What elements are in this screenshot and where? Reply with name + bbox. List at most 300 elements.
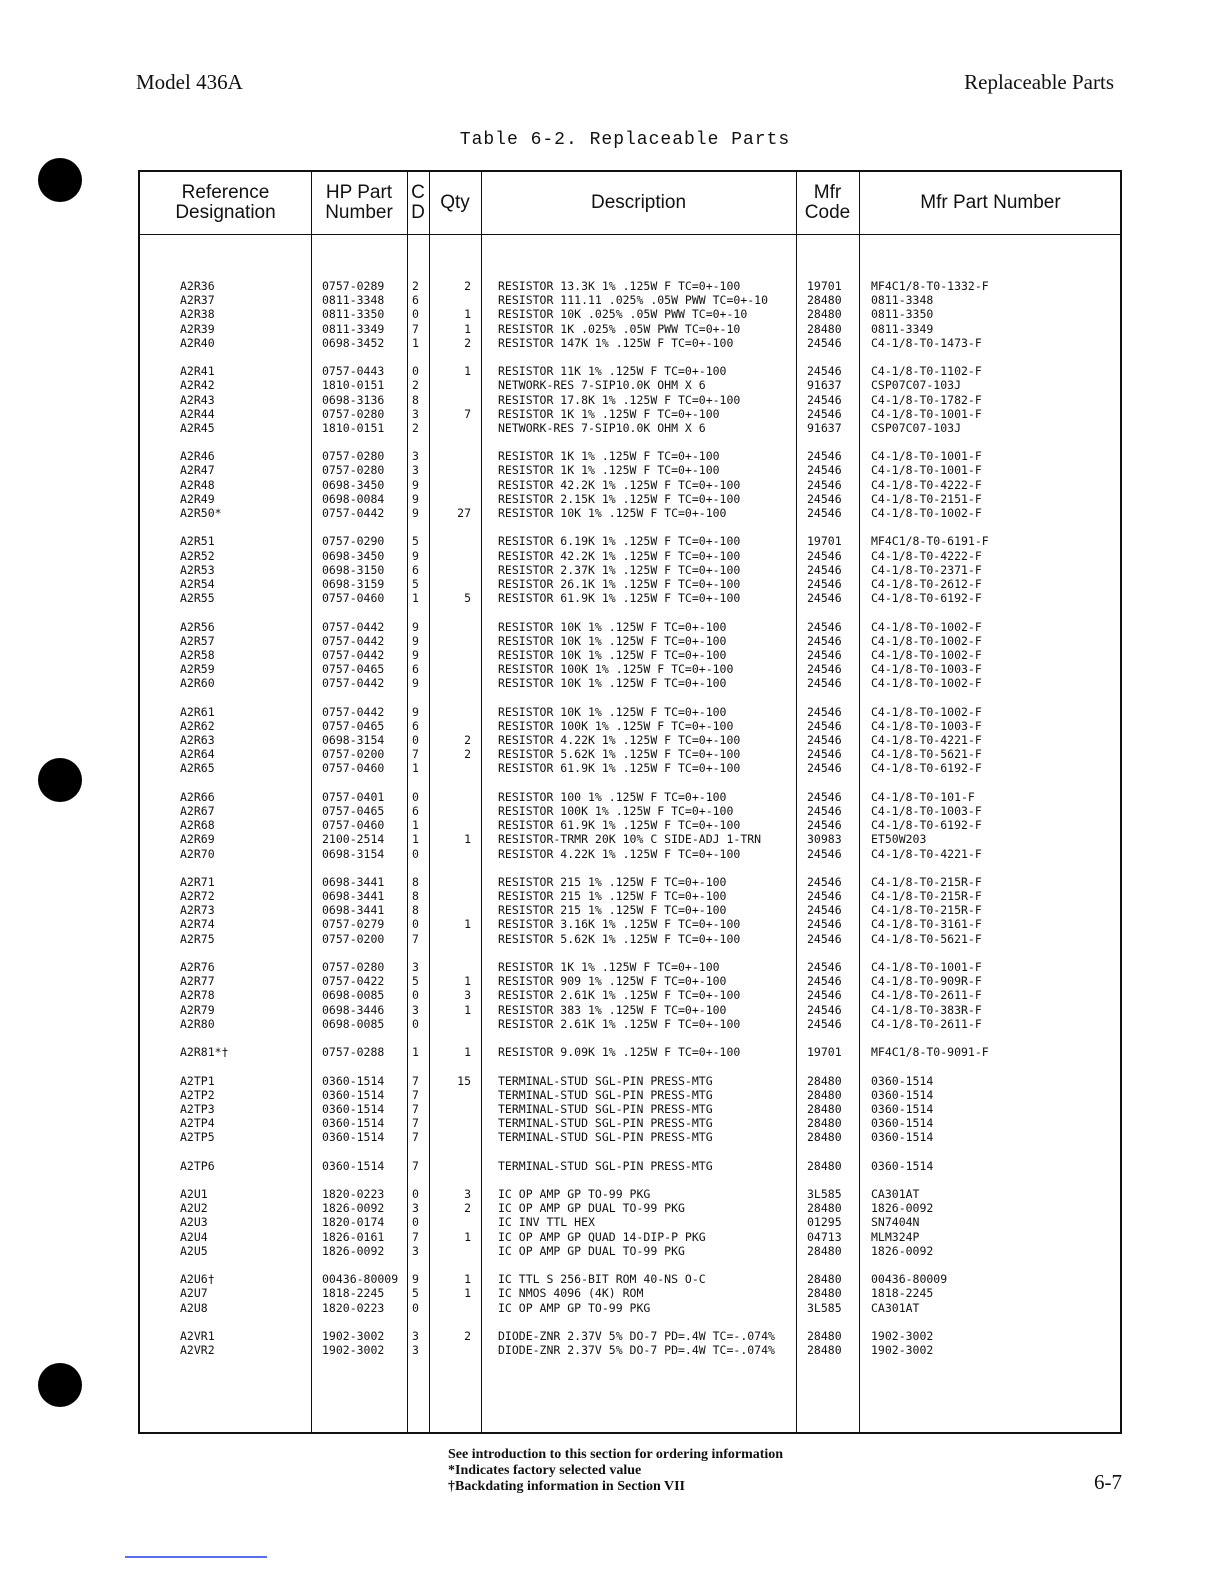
description: TERMINAL-STUD SGL-PIN PRESS-MTG xyxy=(498,1073,713,1088)
footer-notes xyxy=(448,1447,783,1495)
mfr-part-number: C4-1/8-T0-215R-F xyxy=(871,874,982,889)
table-row xyxy=(140,889,1120,903)
hp-part-number: 0360-1514 xyxy=(322,1158,385,1173)
table-row xyxy=(140,378,1120,392)
table-row xyxy=(140,634,1120,648)
description: RESISTOR 909 1% .125W F TC=0+-100 xyxy=(498,974,727,989)
description: RESISTOR 10K .025% .05W PWW TC=0+-10 xyxy=(498,307,748,322)
mfr-part-number: C4-1/8-T0-1001-F xyxy=(871,463,982,478)
table-row xyxy=(140,407,1120,421)
check-digit: 3 xyxy=(412,1328,419,1343)
table-title: Table 6-2. Replaceable Parts xyxy=(459,130,791,150)
col-header-text: C xyxy=(411,182,425,203)
ref-designation: A2R49 xyxy=(180,491,215,506)
table-row xyxy=(140,449,1120,463)
table-row xyxy=(140,1286,1120,1300)
mfr-part-number: 1818-2245 xyxy=(871,1286,934,1301)
hp-part-number: 1820-0174 xyxy=(322,1215,385,1230)
mfr-part-number: C4-1/8-T0-4221-F xyxy=(871,733,982,747)
ref-designation: A2R69 xyxy=(180,832,215,847)
hp-part-number: 0698-0085 xyxy=(322,988,385,1003)
mfr-part-number: C4-1/8-T0-1002-F xyxy=(871,633,982,648)
mfr-part-number: C4-1/8-T0-1003-F xyxy=(871,662,982,677)
description: RESISTOR 5.62K 1% .125W F TC=0+-100 xyxy=(498,931,741,946)
description: DIODE-ZNR 2.37V 5% DO-7 PD=.4W TC=-.074% xyxy=(498,1343,775,1358)
description: RESISTOR 17.8K 1% .125W F TC=0+-100 xyxy=(498,392,741,407)
mfr-code: 3L585 xyxy=(807,1300,842,1315)
table-row xyxy=(140,307,1120,321)
hp-part-number: 0360-1514 xyxy=(322,1116,385,1131)
table-row xyxy=(140,620,1120,634)
mfr-part-number: C4-1/8-T0-6192-F xyxy=(871,818,982,833)
col-header-cd xyxy=(407,172,429,234)
mfr-code: 24546 xyxy=(807,704,842,719)
table-row xyxy=(140,549,1120,563)
quantity: 3 xyxy=(464,1187,471,1201)
ref-designation: A2R50* xyxy=(180,506,222,520)
mfr-part-number: 1902-3002 xyxy=(871,1343,934,1358)
quantity: 2 xyxy=(464,733,471,747)
mfr-code: 24546 xyxy=(807,889,842,904)
mfr-part-number: C4-1/8-T0-909R-F xyxy=(871,974,982,989)
description: RESISTOR 1K 1% .125W F TC=0+-100 xyxy=(498,463,720,478)
mfr-part-number: 0360-1514 xyxy=(871,1073,934,1088)
mfr-code: 24546 xyxy=(807,392,842,407)
mfr-code: 91637 xyxy=(807,420,842,435)
hp-part-number: 0698-3154 xyxy=(322,846,385,861)
table-row xyxy=(140,1003,1120,1017)
ref-designation: A2R41 xyxy=(180,364,215,379)
mfr-code: 28480 xyxy=(807,1073,842,1088)
mfr-part-number: 0360-1514 xyxy=(871,1087,934,1102)
mfr-code: 28480 xyxy=(807,1087,842,1102)
mfr-part-number: C4-1/8-T0-3161-F xyxy=(871,917,982,932)
mfr-code: 24546 xyxy=(807,633,842,648)
col-header-description xyxy=(481,172,796,234)
mfr-code: 91637 xyxy=(807,378,842,393)
check-digit: 1 xyxy=(412,335,419,350)
table-row xyxy=(140,818,1120,832)
table-row xyxy=(140,591,1120,605)
table-row xyxy=(140,563,1120,577)
mfr-code: 28480 xyxy=(807,1328,842,1343)
description: TERMINAL-STUD SGL-PIN PRESS-MTG xyxy=(498,1101,713,1116)
description: RESISTOR 1K 1% .125W F TC=0+-100 xyxy=(498,449,720,464)
table-row xyxy=(140,1017,1120,1031)
description: RESISTOR 10K 1% .125W F TC=0+-100 xyxy=(498,647,727,662)
hp-part-number: 0757-0442 xyxy=(322,633,385,648)
mfr-part-number: 1902-3002 xyxy=(871,1328,934,1343)
description: RESISTOR 42.2K 1% .125W F TC=0+-100 xyxy=(498,477,741,492)
mfr-code: 24546 xyxy=(807,576,842,591)
table-row xyxy=(140,804,1120,818)
check-digit: 0 xyxy=(412,733,419,747)
mfr-code: 30983 xyxy=(807,832,842,847)
mfr-code: 24546 xyxy=(807,548,842,563)
description: IC NMOS 4096 (4K) ROM xyxy=(498,1286,644,1301)
mfr-part-number: C4-1/8-T0-1003-F xyxy=(871,718,982,733)
hp-part-number: 0698-3441 xyxy=(322,903,385,918)
table-row xyxy=(140,1244,1120,1258)
quantity: 1 xyxy=(464,1272,471,1287)
table-row xyxy=(140,875,1120,889)
table-row xyxy=(140,1159,1120,1173)
description: RESISTOR 1K 1% .125W F TC=0+-100 xyxy=(498,406,720,421)
ref-designation: A2R73 xyxy=(180,903,215,918)
table-row xyxy=(140,322,1120,336)
ref-designation: A2R56 xyxy=(180,619,215,634)
ref-designation: A2R59 xyxy=(180,662,215,677)
ref-designation: A2R81*† xyxy=(180,1045,229,1060)
mfr-code: 24546 xyxy=(807,733,842,747)
mfr-part-number: C4-1/8-T0-4222-F xyxy=(871,477,982,492)
check-digit: 3 xyxy=(412,960,419,974)
mfr-code: 28480 xyxy=(807,293,842,308)
hp-part-number: 0698-3150 xyxy=(322,562,385,577)
table-row xyxy=(140,1074,1120,1088)
mfr-code: 24546 xyxy=(807,662,842,677)
mfr-code: 19701 xyxy=(807,534,842,549)
hp-part-number: 1820-0223 xyxy=(322,1187,385,1201)
ref-designation: A2R61 xyxy=(180,704,215,719)
table-row xyxy=(140,960,1120,974)
table-row xyxy=(140,1201,1120,1215)
quantity: 2 xyxy=(464,279,471,293)
quantity: 5 xyxy=(464,591,471,606)
mfr-part-number: 0360-1514 xyxy=(871,1116,934,1131)
hp-part-number: 0360-1514 xyxy=(322,1073,385,1088)
table-row xyxy=(140,1045,1120,1059)
ref-designation: A2U3 xyxy=(180,1215,208,1230)
ref-designation: A2U1 xyxy=(180,1187,208,1201)
ref-designation: A2U4 xyxy=(180,1229,208,1244)
ref-designation: A2TP2 xyxy=(180,1087,215,1102)
table-row xyxy=(140,463,1120,477)
table-row xyxy=(140,662,1120,676)
quantity: 7 xyxy=(464,406,471,421)
mfr-part-number: C4-1/8-T0-2611-F xyxy=(871,988,982,1003)
ref-designation: A2R72 xyxy=(180,889,215,904)
check-digit: 6 xyxy=(412,803,419,818)
ref-designation: A2R42 xyxy=(180,378,215,393)
description: RESISTOR 147K 1% .125W F TC=0+-100 xyxy=(498,335,734,350)
mfr-code: 24546 xyxy=(807,647,842,662)
description: RESISTOR 42.2K 1% .125W F TC=0+-100 xyxy=(498,548,741,563)
col-header-text: HP Part xyxy=(325,182,393,203)
mfr-code: 28480 xyxy=(807,1343,842,1358)
description: RESISTOR-TRMR 20K 10% C SIDE-ADJ 1-TRN xyxy=(498,832,762,847)
description: RESISTOR 11K 1% .125W F TC=0+-100 xyxy=(498,364,727,379)
description: RESISTOR 61.9K 1% .125W F TC=0+-100 xyxy=(498,591,741,606)
mfr-code: 28480 xyxy=(807,307,842,322)
hp-part-number: 0698-3450 xyxy=(322,548,385,563)
quantity: 2 xyxy=(464,747,471,762)
mfr-part-number: C4-1/8-T0-2151-F xyxy=(871,491,982,506)
hp-part-number: 1826-0092 xyxy=(322,1243,385,1258)
parts-table xyxy=(138,170,1122,1434)
mfr-code: 24546 xyxy=(807,747,842,762)
hp-part-number: 0698-3446 xyxy=(322,1002,385,1017)
header-section: Replaceable Parts xyxy=(964,70,1114,94)
check-digit: 3 xyxy=(412,1343,419,1358)
col-header-reference xyxy=(140,172,311,234)
ref-designation: A2R39 xyxy=(180,321,215,336)
hp-part-number: 0698-3154 xyxy=(322,733,385,747)
hp-part-number: 00436-80009 xyxy=(322,1272,399,1287)
check-digit: 0 xyxy=(412,1215,419,1230)
mfr-code: 24546 xyxy=(807,931,842,946)
mfr-part-number: C4-1/8-T0-6192-F xyxy=(871,591,982,606)
hp-part-number: 0757-0279 xyxy=(322,917,385,932)
hp-part-number: 0757-0465 xyxy=(322,803,385,818)
table-row xyxy=(140,1187,1120,1201)
mfr-part-number: C4-1/8-T0-1002-F xyxy=(871,704,982,719)
check-digit: 8 xyxy=(412,903,419,918)
hp-part-number: 0757-0289 xyxy=(322,279,385,293)
check-digit: 9 xyxy=(412,1272,419,1287)
description: RESISTOR 3.16K 1% .125W F TC=0+-100 xyxy=(498,917,741,932)
ref-designation: A2R58 xyxy=(180,647,215,662)
check-digit: 9 xyxy=(412,619,419,634)
hp-part-number: 0757-0442 xyxy=(322,647,385,662)
table-row xyxy=(140,577,1120,591)
mfr-part-number: C4-1/8-T0-101-F xyxy=(871,789,975,804)
mfr-part-number: MF4C1/8-T0-9091-F xyxy=(871,1045,989,1060)
mfr-code: 24546 xyxy=(807,917,842,932)
description: IC INV TTL HEX xyxy=(498,1215,595,1230)
mfr-part-number: 1826-0092 xyxy=(871,1201,934,1216)
description: RESISTOR 10K 1% .125W F TC=0+-100 xyxy=(498,704,727,719)
quantity: 27 xyxy=(457,506,471,520)
table-row xyxy=(140,1088,1120,1102)
check-digit: 7 xyxy=(412,1101,419,1116)
description: NETWORK-RES 7-SIP10.0K OHM X 6 xyxy=(498,420,706,435)
mfr-code: 28480 xyxy=(807,1201,842,1216)
mfr-code: 24546 xyxy=(807,364,842,379)
quantity: 15 xyxy=(457,1073,471,1088)
col-header-text: Mfr Part Number xyxy=(920,192,1061,213)
mfr-part-number: 0811-3348 xyxy=(871,293,934,308)
hp-part-number: 1810-0151 xyxy=(322,378,385,393)
ref-designation: A2VR2 xyxy=(180,1343,215,1358)
table-row xyxy=(140,1329,1120,1343)
ref-designation: A2R74 xyxy=(180,917,215,932)
hp-part-number: 0698-0084 xyxy=(322,491,385,506)
mfr-part-number: C4-1/8-T0-2611-F xyxy=(871,1016,982,1031)
description: IC OP AMP GP DUAL TO-99 PKG xyxy=(498,1243,685,1258)
hp-part-number: 0757-0465 xyxy=(322,662,385,677)
check-digit: 5 xyxy=(412,534,419,549)
description: RESISTOR 4.22K 1% .125W F TC=0+-100 xyxy=(498,733,741,747)
ref-designation: A2R46 xyxy=(180,449,215,464)
hp-part-number: 0811-3349 xyxy=(322,321,385,336)
check-digit: 7 xyxy=(412,747,419,762)
hp-part-number: 0757-0442 xyxy=(322,676,385,691)
mfr-part-number: C4-1/8-T0-1002-F xyxy=(871,676,982,691)
mfr-part-number: CSP07C07-103J xyxy=(871,420,962,435)
ref-designation: A2TP6 xyxy=(180,1158,215,1173)
mfr-code: 24546 xyxy=(807,718,842,733)
binder-hole-icon xyxy=(38,1363,82,1407)
table-row xyxy=(140,676,1120,690)
hp-part-number: 0698-0085 xyxy=(322,1016,385,1031)
ref-designation: A2U6† xyxy=(180,1272,215,1287)
check-digit: 0 xyxy=(412,1187,419,1201)
hp-part-number: 0757-0465 xyxy=(322,718,385,733)
check-digit: 6 xyxy=(412,662,419,677)
table-row xyxy=(140,393,1120,407)
mfr-part-number: C4-1/8-T0-1002-F xyxy=(871,647,982,662)
description: IC OP AMP GP QUAD 14-DIP-P PKG xyxy=(498,1229,706,1244)
ref-designation: A2R48 xyxy=(180,477,215,492)
description: RESISTOR 2.61K 1% .125W F TC=0+-100 xyxy=(498,988,741,1003)
binder-hole-icon xyxy=(38,158,82,202)
hp-part-number: 0757-0443 xyxy=(322,364,385,379)
ref-designation: A2R66 xyxy=(180,789,215,804)
footer-backdating: †Backdating information in Section VII xyxy=(448,1479,685,1494)
table-row xyxy=(140,293,1120,307)
hp-part-number: 0757-0422 xyxy=(322,974,385,989)
mfr-code: 28480 xyxy=(807,1272,842,1287)
check-digit: 3 xyxy=(412,463,419,478)
check-digit: 7 xyxy=(412,1158,419,1173)
hp-part-number: 0757-0290 xyxy=(322,534,385,549)
description: TERMINAL-STUD SGL-PIN PRESS-MTG xyxy=(498,1158,713,1173)
col-header-text: D xyxy=(411,202,425,223)
hp-part-number: 0757-0288 xyxy=(322,1045,385,1060)
col-header-text: Qty xyxy=(440,192,470,213)
hp-part-number: 0757-0442 xyxy=(322,704,385,719)
mfr-part-number: C4-1/8-T0-6192-F xyxy=(871,761,982,776)
description: RESISTOR 100 1% .125W F TC=0+-100 xyxy=(498,789,727,804)
mfr-part-number: C4-1/8-T0-1003-F xyxy=(871,803,982,818)
hp-part-number: 1902-3002 xyxy=(322,1343,385,1358)
table-row xyxy=(140,336,1120,350)
ref-designation: A2R53 xyxy=(180,562,215,577)
ref-designation: A2R45 xyxy=(180,420,215,435)
hp-part-number: 1818-2245 xyxy=(322,1286,385,1301)
check-digit: 1 xyxy=(412,761,419,776)
description: RESISTOR 10K 1% .125W F TC=0+-100 xyxy=(498,676,727,691)
quantity: 3 xyxy=(464,988,471,1003)
description: RESISTOR 61.9K 1% .125W F TC=0+-100 xyxy=(498,818,741,833)
table-row xyxy=(140,279,1120,293)
hp-part-number: 0757-0280 xyxy=(322,449,385,464)
ref-designation: A2VR1 xyxy=(180,1328,215,1343)
ref-designation: A2TP1 xyxy=(180,1073,215,1088)
mfr-code: 01295 xyxy=(807,1215,842,1230)
header-model: Model 436A xyxy=(136,70,243,94)
quantity: 2 xyxy=(464,335,471,350)
check-digit: 7 xyxy=(412,1073,419,1088)
mfr-code: 24546 xyxy=(807,477,842,492)
mfr-part-number: C4-1/8-T0-2612-F xyxy=(871,576,982,591)
mfr-code: 24546 xyxy=(807,803,842,818)
mfr-code: 24546 xyxy=(807,619,842,634)
table-row xyxy=(140,832,1120,846)
mfr-code: 3L585 xyxy=(807,1187,842,1201)
check-digit: 2 xyxy=(412,279,419,293)
check-digit: 0 xyxy=(412,307,419,322)
check-digit: 9 xyxy=(412,506,419,520)
table-row xyxy=(140,534,1120,548)
hp-part-number: 0360-1514 xyxy=(322,1087,385,1102)
description: RESISTOR 5.62K 1% .125W F TC=0+-100 xyxy=(498,747,741,762)
description: RESISTOR 2.37K 1% .125W F TC=0+-100 xyxy=(498,562,741,577)
mfr-code: 24546 xyxy=(807,974,842,989)
check-digit: 2 xyxy=(412,378,419,393)
description: IC OP AMP GP TO-99 PKG xyxy=(498,1300,651,1315)
col-header-text: Mfr xyxy=(813,182,842,203)
ref-designation: A2R64 xyxy=(180,747,215,762)
quantity: 2 xyxy=(464,1201,471,1216)
ref-designation: A2R47 xyxy=(180,463,215,478)
mfr-part-number: C4-1/8-T0-1782-F xyxy=(871,392,982,407)
check-digit: 3 xyxy=(412,449,419,464)
table-row xyxy=(140,917,1120,931)
col-header-text: Designation xyxy=(175,202,276,223)
table-row xyxy=(140,1301,1120,1315)
mfr-code: 24546 xyxy=(807,491,842,506)
description: RESISTOR 100K 1% .125W F TC=0+-100 xyxy=(498,718,734,733)
mfr-part-number: C4-1/8-T0-1001-F xyxy=(871,406,982,421)
description: TERMINAL-STUD SGL-PIN PRESS-MTG xyxy=(498,1087,713,1102)
description: RESISTOR 9.09K 1% .125W F TC=0+-100 xyxy=(498,1045,741,1060)
description: DIODE-ZNR 2.37V 5% DO-7 PD=.4W TC=-.074% xyxy=(498,1328,775,1343)
col-header-text: Description xyxy=(590,192,687,213)
mfr-part-number: C4-1/8-T0-2371-F xyxy=(871,562,982,577)
ref-designation: A2R38 xyxy=(180,307,215,322)
mfr-code: 24546 xyxy=(807,874,842,889)
hp-part-number: 0757-0200 xyxy=(322,747,385,762)
mfr-part-number: SN7404N xyxy=(871,1215,920,1230)
mfr-part-number: C4-1/8-T0-1102-F xyxy=(871,364,982,379)
check-digit: 8 xyxy=(412,874,419,889)
mfr-part-number: CA301AT xyxy=(871,1187,920,1201)
binder-hole-icon xyxy=(38,758,82,802)
mfr-code: 24546 xyxy=(807,988,842,1003)
mfr-code: 28480 xyxy=(807,1101,842,1116)
quantity: 1 xyxy=(464,1045,471,1060)
check-digit: 7 xyxy=(412,1229,419,1244)
check-digit: 3 xyxy=(412,406,419,421)
mfr-part-number: 0360-1514 xyxy=(871,1101,934,1116)
hp-part-number: 0757-0460 xyxy=(322,818,385,833)
table-row xyxy=(140,761,1120,775)
check-digit: 5 xyxy=(412,1286,419,1301)
ref-designation: A2R67 xyxy=(180,803,215,818)
description: RESISTOR 215 1% .125W F TC=0+-100 xyxy=(498,889,727,904)
table-row xyxy=(140,506,1120,520)
ref-designation: A2R55 xyxy=(180,591,215,606)
description: RESISTOR 10K 1% .125W F TC=0+-100 xyxy=(498,506,727,520)
mfr-code: 24546 xyxy=(807,449,842,464)
hp-part-number: 0757-0442 xyxy=(322,506,385,520)
page-number: 6-7 xyxy=(1094,1470,1122,1494)
mfr-code: 24546 xyxy=(807,960,842,974)
mfr-part-number: 0360-1514 xyxy=(871,1158,934,1173)
table-row xyxy=(140,988,1120,1002)
mfr-part-number: C4-1/8-T0-215R-F xyxy=(871,889,982,904)
ref-designation: A2R44 xyxy=(180,406,215,421)
mfr-part-number: C4-1/8-T0-1001-F xyxy=(871,960,982,974)
check-digit: 0 xyxy=(412,846,419,861)
mfr-code: 24546 xyxy=(807,676,842,691)
ref-designation: A2U7 xyxy=(180,1286,208,1301)
description: RESISTOR 10K 1% .125W F TC=0+-100 xyxy=(498,619,727,634)
check-digit: 6 xyxy=(412,293,419,308)
quantity: 1 xyxy=(464,974,471,989)
